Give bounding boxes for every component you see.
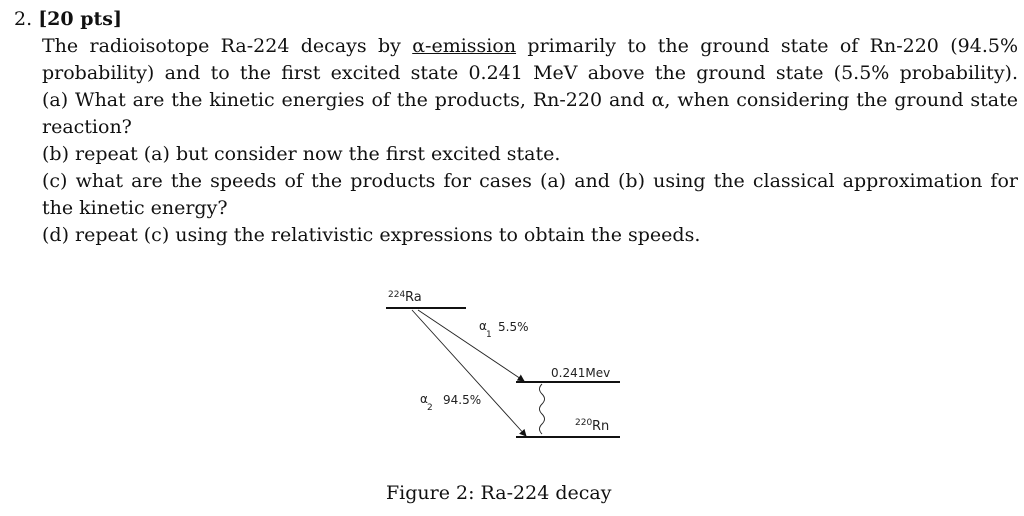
question-a-cont: reaction?: [42, 116, 132, 138]
alpha1-sub: 1: [486, 330, 492, 340]
rn-symbol: Rn: [592, 419, 610, 434]
text-line-1-post: primarily to the ground state of Rn-220 (94.5%: [516, 35, 1018, 57]
alpha2-sub: 2: [427, 403, 433, 413]
question-b: (b) repeat (a) but consider now the first excited state.: [42, 143, 561, 165]
problem-points: [20 pts]: [38, 8, 122, 30]
alpha2-symbol: α: [420, 392, 428, 406]
problem-text: [42, 33, 1018, 249]
text-line-1: [42, 33, 1018, 60]
question-c: (c) what are the speeds of the products for cases (a) and (b) using the classical approximation for: [42, 170, 1018, 192]
problem-number: 2.: [14, 8, 33, 30]
excited-energy-label: 0.241Mev: [551, 366, 611, 380]
text-line-1-pre: The radioisotope Ra-224 decays by: [42, 35, 413, 57]
alpha1-symbol: α: [479, 319, 487, 333]
gamma-wavy-icon: [540, 384, 545, 434]
text-line-2: probability) and to the first excited state 0.241 MeV above the ground state (5.5% probability).: [42, 62, 1018, 84]
ra-symbol: Ra: [405, 290, 422, 305]
figure-caption: Figure 2: Ra-224 decay: [386, 482, 612, 504]
question-c-cont: the kinetic energy?: [42, 197, 228, 219]
question-d: (d) repeat (c) using the relativistic expressions to obtain the speeds.: [42, 224, 701, 246]
problem-header: [14, 6, 1014, 33]
problem-2: [14, 6, 1018, 246]
question-a: (a) What are the kinetic energies of the products, Rn-220 and α, when considering the ground state: [42, 89, 1018, 111]
decay-diagram-svg: [370, 280, 650, 450]
alpha-emission-link[interactable]: α-emission: [412, 35, 517, 57]
alpha1-prob: 5.5%: [498, 320, 529, 334]
decay-diagram: [370, 280, 650, 450]
rn-mass: 220: [575, 418, 593, 428]
alpha2-prob: 94.5%: [443, 393, 482, 407]
ra-mass: 224: [388, 290, 406, 300]
